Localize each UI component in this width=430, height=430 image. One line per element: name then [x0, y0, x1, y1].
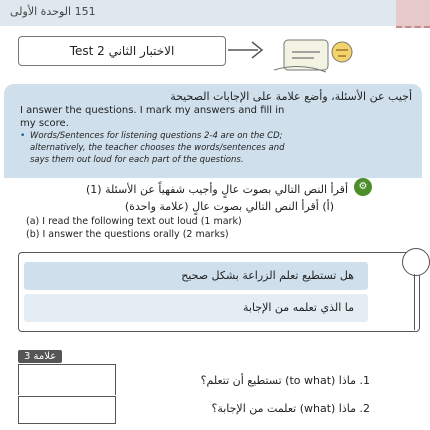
note-line-2: alternatively, the teacher chooses the words/sentences and [30, 143, 285, 153]
section-english-b: (b) I answer the questions orally (2 marks) [26, 229, 229, 240]
question-1: 1. ماذا (to what) تستطيع أن تتعلم؟ [200, 374, 370, 387]
corner-tab [396, 0, 430, 28]
frame-handle-icon [402, 248, 430, 276]
choice-option-1-label: هل تستطيع تعلم الزراعة بشكل صحيح [181, 269, 354, 282]
choice-option-1[interactable] [24, 262, 368, 290]
section-arabic-subheading: (أ) أقرأ النص التالي بصوت عالٍ (علامة واحدة) [124, 200, 334, 213]
frame-connector [414, 274, 415, 330]
test-stamp-illustration [270, 32, 366, 76]
english-instruction-line-1: I answer the questions. I mark my answers and fill in [20, 105, 285, 116]
english-instruction-line-2: my score. [20, 118, 69, 129]
note-line-3: says them out loud for each part of the questions. [30, 155, 244, 165]
test-title-box [18, 36, 226, 66]
section-arabic-heading: أقرأ النص التالي بصوت عالٍ وأجيب شفهياً عن الأسئلة (1) [86, 183, 348, 196]
arabic-instruction: أجيب عن الأسئلة، وأضع علامة على الإجابات الصحيحة [170, 90, 412, 103]
choice-option-2-label: ما الذي تعلمه من الإجابة [243, 301, 354, 314]
note-line-1: Words/Sentences for listening questions 2-4 are on the CD; [30, 131, 283, 141]
choice-option-2[interactable] [24, 294, 368, 322]
page-number: 151 الوحدة الأولى [10, 5, 96, 18]
score-box-1[interactable] [18, 364, 116, 395]
test-title: Test 2 الاختبار الثاني [69, 44, 175, 58]
arrow-icon [228, 36, 266, 64]
score-label: علامة 3 [18, 350, 62, 363]
question-2: 2. ماذا (what) تعلمت من الإجابة؟ [211, 402, 370, 415]
section-english-a: (a) I read the following text out loud (1 mark) [26, 216, 242, 227]
gear-icon: ⚙ [354, 178, 372, 196]
score-box-2[interactable] [18, 396, 116, 424]
note-bullet: • [20, 131, 26, 141]
